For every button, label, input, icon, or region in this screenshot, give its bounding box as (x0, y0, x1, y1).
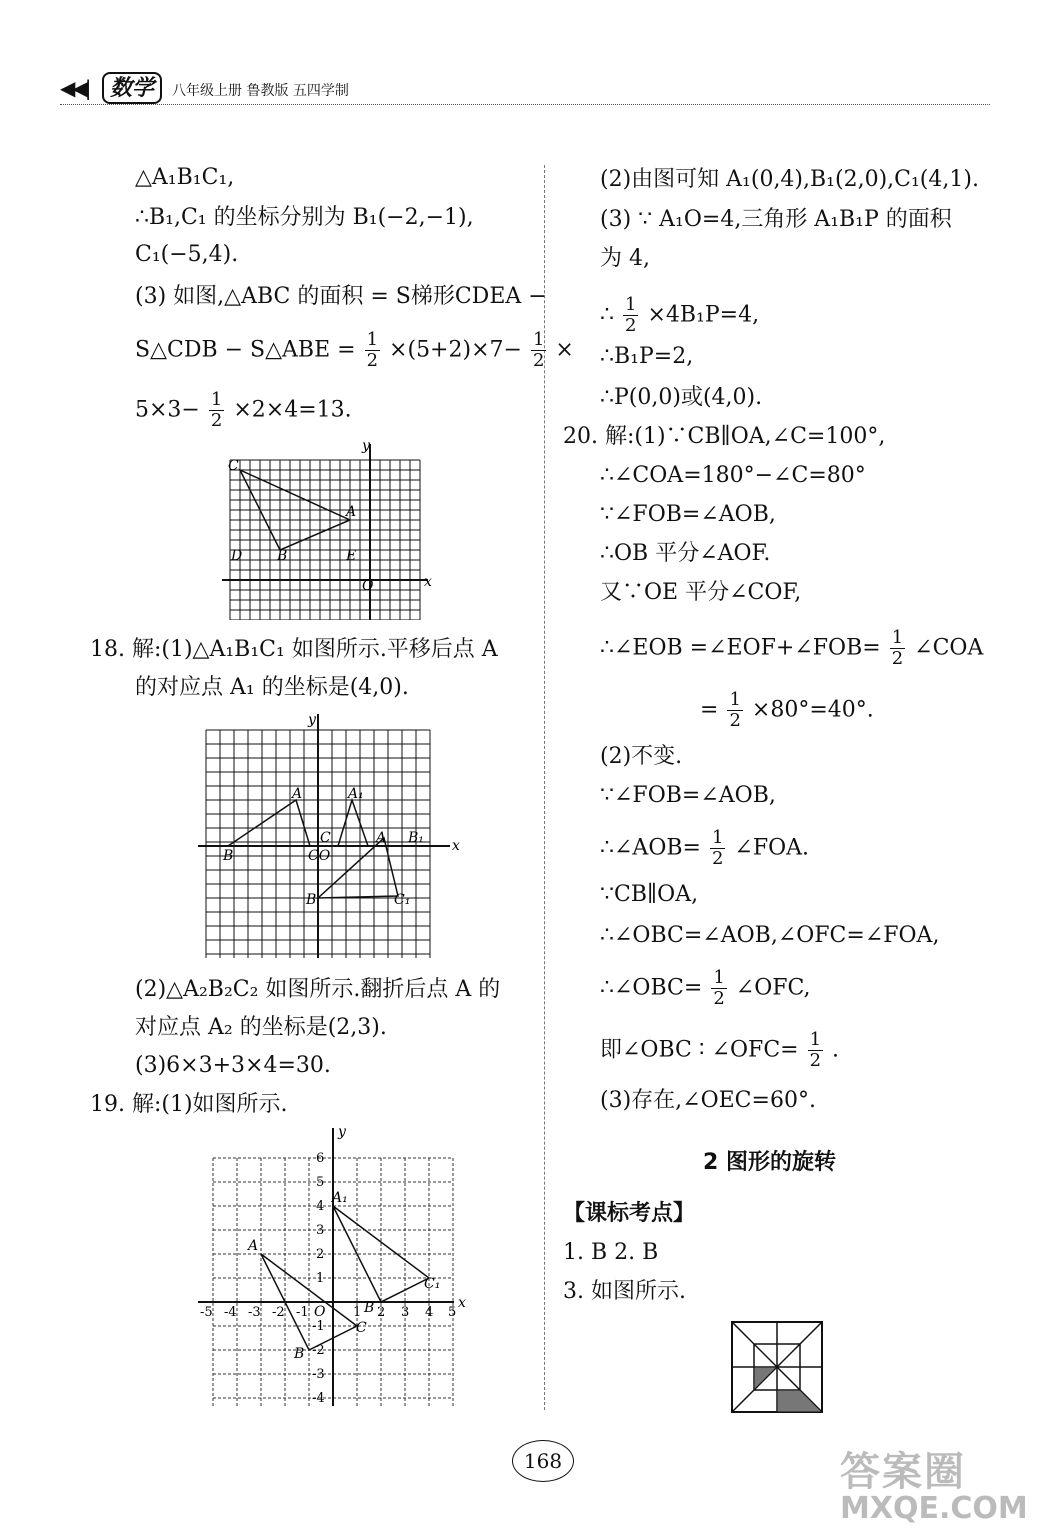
fraction-half: $\frac{1}{2}$ (729, 689, 741, 731)
q19-line-1: 19. 解:(1)如图所示. (90, 1092, 288, 1117)
subject-logo: 数学 (102, 72, 162, 104)
y-tick: 2 (316, 1247, 325, 1262)
graph-3-label-a1: A₁ (332, 1190, 348, 1206)
right-line-2: (3) ∵ A₁O=4,三角形 A₁B₁P 的面积 (600, 207, 952, 232)
graph-3-label-a: A (248, 1238, 259, 1254)
area-equation: ×4B₁P=4, (647, 302, 760, 328)
graph-1-label-c: C (228, 458, 239, 474)
q20-line-4: ∴OB 平分∠AOF. (600, 541, 771, 566)
left-line-2: ∴B₁,C₁ 的坐标分别为 B₁(−2,−1), (135, 205, 474, 230)
x-tick: 1 (353, 1305, 362, 1320)
page-number: 168 (512, 1440, 574, 1482)
q20-line-1: 20. 解:(1)∵CB∥OA,∠C=100°, (563, 424, 886, 449)
graph-2-label-a: A (292, 786, 303, 802)
y-tick: 3 (316, 1223, 325, 1238)
graph-2 (198, 712, 478, 967)
area-expr-a: S△CDB − S△ABE = (135, 337, 356, 363)
watermark-url: MXQE.COM (840, 1491, 1028, 1526)
left-line-4: (3) 如图,△ABC 的面积 = S梯形CDEA − (135, 284, 547, 309)
graph-1-label-y: y (362, 438, 370, 454)
y-tick: -3 (312, 1367, 325, 1382)
x-tick: 3 (401, 1305, 410, 1320)
graph-3-label-o: O (314, 1304, 326, 1320)
area-expr-c: × (555, 337, 574, 363)
period: . (832, 1037, 840, 1063)
kb-line-2: 3. 如图所示. (563, 1279, 686, 1304)
graph-2-label-ai: A (376, 830, 387, 846)
graph-2-label-y: y (308, 712, 316, 728)
y-tick: 5 (316, 1175, 325, 1190)
fraction-half: $\frac{1}{2}$ (711, 827, 724, 869)
fraction-half: $\frac{1}{2}$ (891, 627, 904, 669)
graph-1 (222, 438, 442, 620)
q20-line-8: (2)不变. (600, 744, 683, 769)
q20-line-6 (600, 628, 983, 669)
fraction-half: $\frac{1}{2}$ (713, 967, 725, 1009)
q20-line-13 (600, 968, 811, 1009)
graph-1-grid (230, 460, 420, 620)
therefore-sign: ∴ (600, 302, 614, 328)
fraction-half: $\frac{1}{2}$ (809, 1029, 822, 1071)
graph-3 (192, 1122, 477, 1412)
header-rule (60, 104, 990, 105)
angle-result: ×80°=40°. (751, 697, 874, 723)
x-tick: -1 (296, 1305, 309, 1320)
q20-line-5: 又∵OE 平分∠COF, (600, 580, 802, 605)
q18-line-2: 的对应点 A₁ 的坐标是(4,0). (135, 675, 409, 700)
graph-3-label-c: C (356, 1320, 367, 1336)
x-tick: -2 (272, 1305, 285, 1320)
q20-line-7 (700, 690, 874, 731)
right-line-6: ∴P(0,0)或(4,0). (600, 385, 763, 410)
left-line-3: C₁(−5,4). (135, 242, 239, 267)
graph-1-label-o: O (362, 578, 374, 594)
y-tick: -2 (312, 1343, 325, 1358)
angle-obc: ∴∠OBC= (600, 975, 703, 1001)
graph-2-label-bl: B (306, 892, 317, 908)
q18-line-3: (2)△A₂B₂C₂ 如图所示.翻折后点 A 的 (135, 977, 501, 1002)
x-tick: -3 (248, 1305, 261, 1320)
book-info: 八年级上册 鲁教版 五四学制 (172, 83, 349, 99)
graph-2-label-x: x (452, 838, 460, 854)
y-tick: 6 (316, 1151, 325, 1166)
x-tick: -4 (224, 1305, 237, 1320)
graph-2-label-co: CO (308, 848, 331, 864)
graph-2-label-b: B (223, 848, 234, 864)
y-tick: -1 (312, 1319, 325, 1334)
graph-2-label-b1: B₁ (408, 830, 424, 846)
right-line-3: 为 4, (600, 246, 650, 271)
angle-aob: ∴∠AOB= (600, 835, 701, 861)
graph-1-label-a: A (346, 504, 357, 520)
q18-line-5: (3)6×3+3×4=30. (135, 1053, 331, 1078)
left-line-5 (135, 330, 574, 371)
angle-coa: ∠COA (914, 635, 984, 661)
rotation-figure (730, 1320, 825, 1415)
area-expr-d: 5×3− (135, 397, 200, 423)
graph-2-label-c1: C₁ (394, 892, 411, 908)
y-tick: 4 (316, 1199, 325, 1214)
q20-line-3: ∵∠FOB=∠AOB, (600, 502, 776, 527)
graph-3-label-b1: B (364, 1300, 375, 1316)
watermark (840, 1440, 1028, 1526)
fraction-half: $\frac{1}{2}$ (366, 329, 379, 371)
q20-line-10 (600, 828, 809, 869)
graph-1-label-b: B (277, 548, 288, 564)
page-header (60, 70, 990, 106)
graph-3-x-ticks (200, 1305, 456, 1320)
fraction-half: $\frac{1}{2}$ (625, 294, 637, 336)
x-tick: 4 (425, 1305, 434, 1320)
q20-line-11: ∵CB∥OA, (600, 882, 699, 907)
area-expr-e: ×2×4=13. (233, 397, 352, 423)
q20-line-14 (600, 1030, 839, 1071)
graph-3-label-x: x (458, 1295, 466, 1311)
fraction-half: $\frac{1}{2}$ (210, 389, 223, 431)
right-line-4 (600, 295, 759, 336)
graph-2-label-c: C (320, 830, 331, 846)
fraction-half: $\frac{1}{2}$ (532, 329, 545, 371)
right-line-5: ∴B₁P=2, (600, 344, 694, 369)
q20-line-12: ∴∠OBC=∠AOB,∠OFC=∠FOA, (600, 923, 940, 948)
angle-ofc: ∠OFC, (735, 975, 811, 1001)
left-line-6 (135, 390, 352, 431)
x-tick: 2 (377, 1305, 386, 1320)
watermark-logo: 答案圈 (840, 1449, 966, 1495)
q20-line-9: ∵∠FOB=∠AOB, (600, 783, 776, 808)
graph-1-label-d: D (231, 548, 243, 564)
header-arrows-icon: ◀◀| (60, 76, 89, 100)
graph-3-label-b: B (294, 1346, 305, 1362)
x-tick: 5 (448, 1305, 457, 1320)
x-tick: -5 (200, 1305, 213, 1320)
angle-sum: ∴∠EOB =∠EOF+∠FOB= (600, 635, 881, 661)
angle-ratio: 即∠OBC ∶ ∠OFC= (600, 1037, 799, 1063)
kb-title: 【课标考点】 (563, 1201, 696, 1226)
right-line-1: (2)由图可知 A₁(0,4),B₁(2,0),C₁(4,1). (600, 167, 979, 192)
angle-foa: ∠FOA. (734, 835, 810, 861)
q18-line-4: 对应点 A₂ 的坐标是(2,3). (135, 1015, 387, 1040)
graph-1-label-x: x (424, 574, 432, 590)
graph-1-label-e: E (346, 548, 357, 564)
area-expr-b: ×(5+2)×7− (389, 337, 522, 363)
graph-3-label-c1: C₁ (424, 1276, 441, 1292)
kb-line-1: 1. B 2. B (563, 1240, 659, 1265)
y-tick: -4 (312, 1391, 325, 1406)
q18-line-1: 18. 解:(1)△A₁B₁C₁ 如图所示.平移后点 A (90, 637, 498, 662)
equals-sign: = (700, 697, 719, 723)
triangle-a2b2c2 (338, 800, 368, 846)
q20-line-2: ∴∠COA=180°−∠C=80° (600, 463, 866, 488)
left-line-1: △A₁B₁C₁, (135, 165, 235, 190)
graph-2-label-a1: A₁ (348, 786, 364, 802)
graph-3-label-y: y (338, 1124, 346, 1140)
y-tick: 1 (316, 1271, 325, 1286)
section-title: 2 图形的旋转 (703, 1150, 836, 1175)
q20-line-15: (3)存在,∠OEC=60°. (600, 1088, 816, 1113)
triangle-abc-2 (228, 800, 310, 846)
